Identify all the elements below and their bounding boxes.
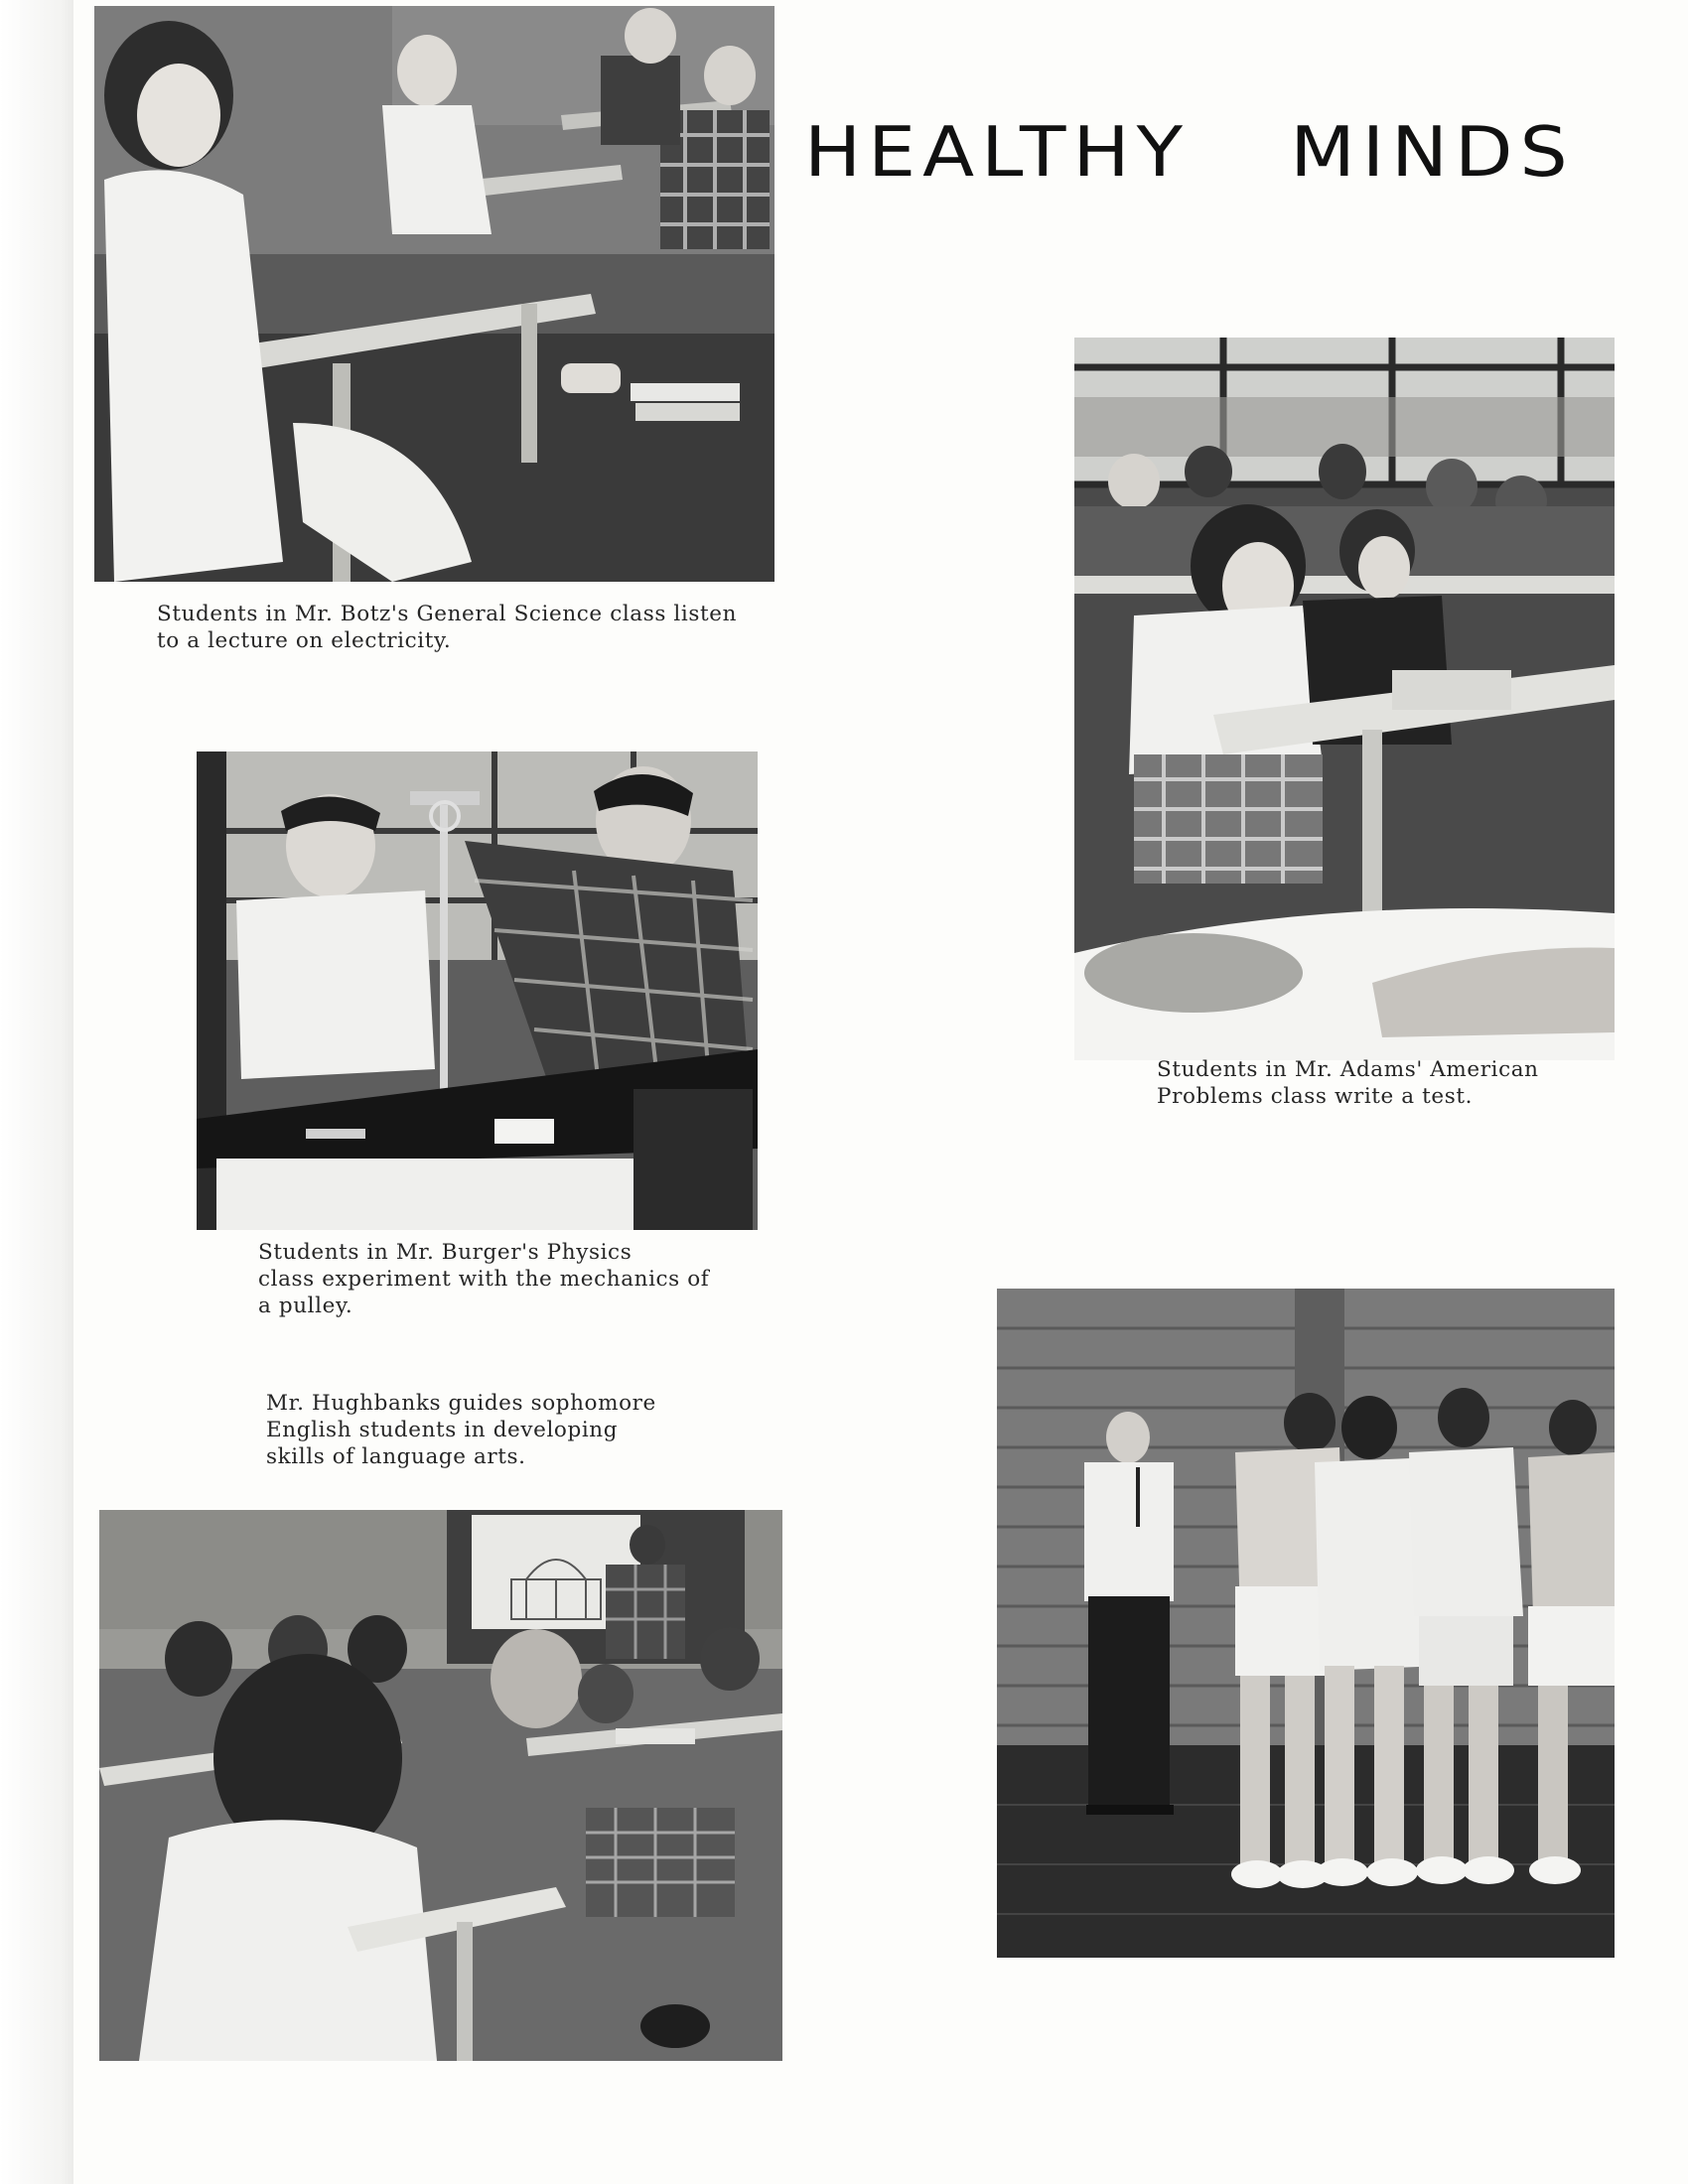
photo-american-problems-class (1074, 338, 1615, 1060)
photo-physical-education-class (997, 1289, 1615, 1958)
page-title: HEALTHY MINDS (804, 110, 1575, 193)
photo-english-class (99, 1510, 782, 2061)
caption-american-problems: Students in Mr. Adams' American Problems class write a test. (1157, 1057, 1539, 1109)
page-edge-shadow (0, 0, 73, 2184)
photo-general-science-class (94, 6, 774, 582)
photo-physics-class (197, 751, 758, 1230)
caption-physics: Students in Mr. Burger's Physics class experiment with the mechanics of a pulley. (258, 1240, 710, 1318)
caption-general-science: Students in Mr. Botz's General Science class listen to a lecture on electricity. (157, 602, 738, 653)
caption-english: Mr. Hughbanks guides sophomore English students in developing skills of language arts. (266, 1391, 656, 1469)
